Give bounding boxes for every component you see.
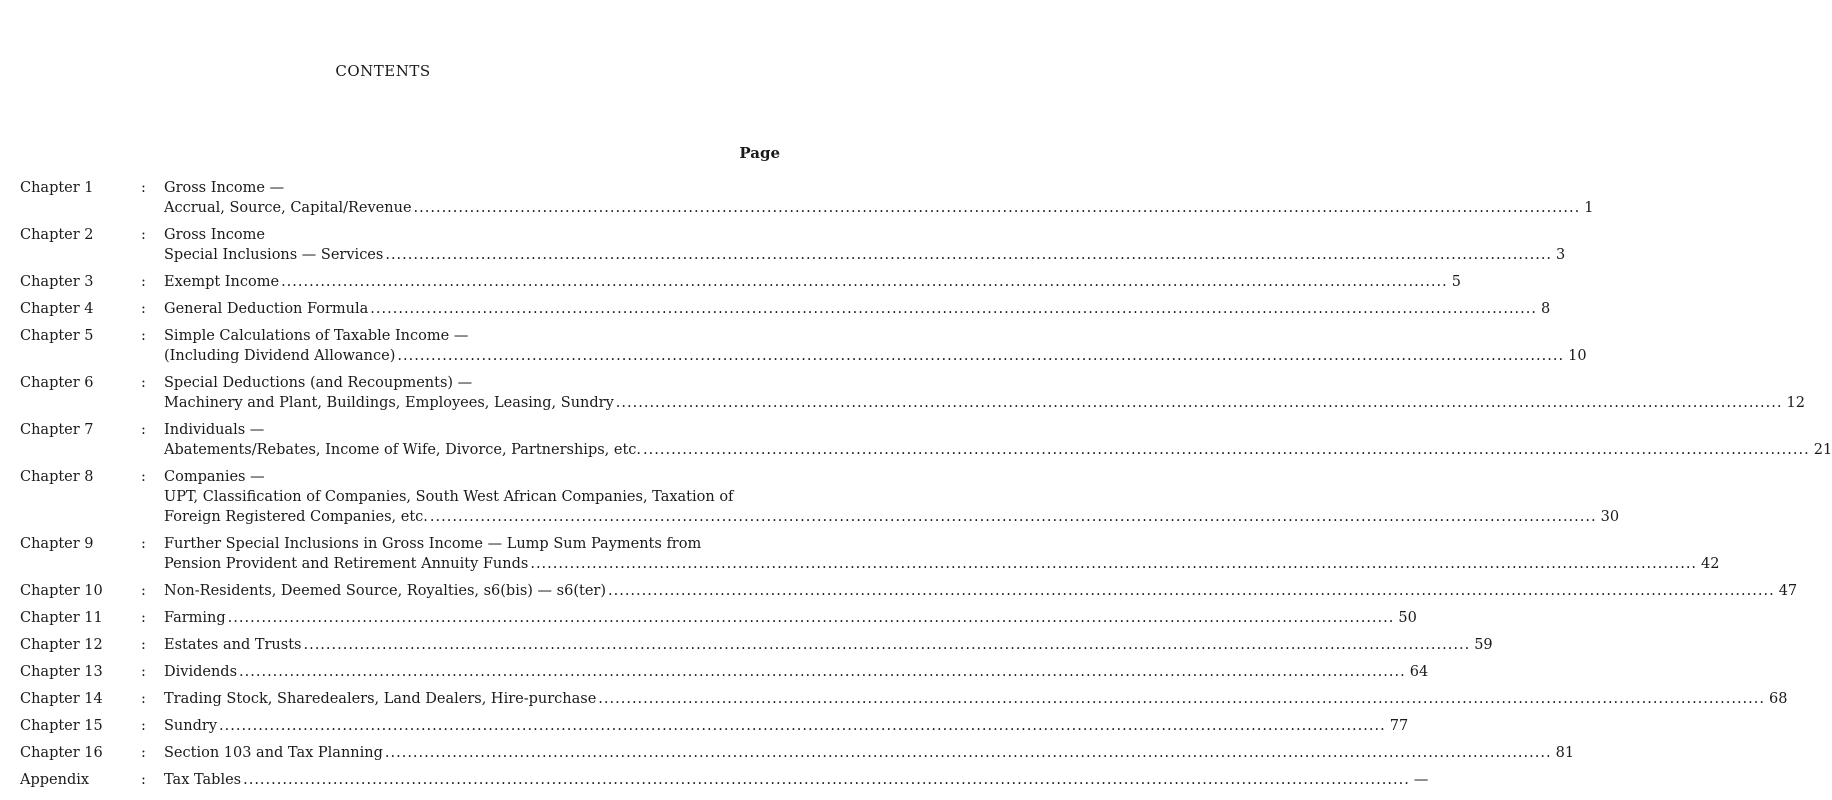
toc-entry-label: Chapter 9 bbox=[20, 536, 94, 552]
toc-entry-colon: : bbox=[141, 422, 146, 438]
page-column-header: Page bbox=[739, 144, 780, 162]
toc-entry-title: Exempt Income bbox=[164, 274, 280, 290]
toc-entry-heading-line: Gross Income bbox=[164, 227, 265, 243]
dot-leader bbox=[303, 635, 1470, 655]
dot-leader bbox=[385, 743, 1552, 763]
toc-entry-final-line bbox=[164, 662, 1428, 682]
toc-entry-title: Sundry bbox=[164, 718, 218, 734]
toc-entry-page-number: 10 bbox=[1568, 348, 1587, 364]
toc-entry-page-number: 64 bbox=[1409, 664, 1429, 680]
toc-entry-body bbox=[164, 716, 1408, 736]
toc-entry-heading-line: Individuals — bbox=[164, 422, 265, 438]
toc-entry-colon: : bbox=[141, 583, 146, 599]
toc-entry-body bbox=[164, 467, 1619, 527]
toc-entry-final-line bbox=[164, 635, 1493, 655]
toc-entry-heading-line: Gross Income — bbox=[164, 180, 285, 196]
toc-entry-label: Chapter 2 bbox=[20, 227, 94, 243]
dot-leader bbox=[430, 507, 1597, 527]
dot-leader bbox=[228, 608, 1395, 628]
toc-entry bbox=[20, 635, 1493, 655]
toc-entry-final-line bbox=[164, 245, 1565, 265]
dot-leader bbox=[243, 770, 1410, 790]
dot-leader bbox=[385, 245, 1552, 265]
toc-entry-title: Accrual, Source, Capital/Revenue bbox=[164, 200, 412, 216]
toc-entry-label: Chapter 7 bbox=[20, 422, 94, 438]
toc-entry-colon: : bbox=[141, 375, 146, 391]
toc-entry-label: Chapter 13 bbox=[20, 664, 103, 680]
toc-entry-body bbox=[164, 689, 1787, 709]
toc-entry-final-line bbox=[164, 299, 1550, 319]
toc-entry-final-line bbox=[164, 716, 1408, 736]
toc-entry-colon: : bbox=[141, 328, 146, 344]
toc-entry-title: Non-Residents, Deemed Source, Royalties, s6(bis) — s6(ter) bbox=[164, 583, 606, 599]
toc-entry-title: Foreign Registered Companies, etc. bbox=[164, 509, 428, 525]
toc-entry-page-number: 8 bbox=[1541, 301, 1551, 317]
toc-entry bbox=[20, 689, 1788, 709]
toc-entry-label: Chapter 3 bbox=[20, 274, 94, 290]
toc-entry-title: Pension Provident and Retirement Annuity Funds bbox=[164, 556, 529, 572]
dot-leader bbox=[616, 393, 1783, 413]
toc-entry-page-number: 5 bbox=[1451, 274, 1461, 290]
toc-entry-title: Abatements/Rebates, Income of Wife, Divorce, Partnerships, etc. bbox=[164, 442, 642, 458]
toc-entry bbox=[20, 225, 1566, 265]
toc-entry bbox=[20, 299, 1551, 319]
toc-entry-colon: : bbox=[141, 469, 146, 485]
toc-entry-final-line bbox=[164, 272, 1461, 292]
toc-entry-colon: : bbox=[141, 691, 146, 707]
toc-entry-colon: : bbox=[141, 180, 146, 196]
toc-entry-page-number: 50 bbox=[1398, 610, 1417, 626]
dot-leader bbox=[598, 689, 1765, 709]
toc-entry-title: (Including Dividend Allowance) bbox=[164, 348, 396, 364]
toc-entry-label: Chapter 15 bbox=[20, 718, 103, 734]
toc-entry-heading-line: Simple Calculations of Taxable Income — bbox=[164, 328, 469, 344]
toc-entry-final-line bbox=[164, 608, 1417, 628]
toc-entry bbox=[20, 534, 1720, 574]
toc-entry-page-number: 81 bbox=[1555, 745, 1575, 761]
toc-entry-heading-line: UPT, Classification of Companies, South West African Companies, Taxation of bbox=[164, 489, 734, 505]
toc-entry bbox=[20, 581, 1798, 601]
toc-entry-body bbox=[164, 420, 1832, 460]
toc-entry bbox=[20, 326, 1587, 366]
toc-entry-final-line bbox=[164, 198, 1593, 218]
toc-entry-page-number: 1 bbox=[1584, 200, 1594, 216]
toc-entry-colon: : bbox=[141, 664, 146, 680]
toc-entry-final-line bbox=[164, 507, 1619, 527]
toc-entry-page-number: 12 bbox=[1786, 395, 1805, 411]
dot-leader bbox=[414, 198, 1581, 218]
toc-entry-colon: : bbox=[141, 274, 146, 290]
toc-entry-page-number: 77 bbox=[1389, 718, 1409, 734]
toc-entry-final-line bbox=[164, 393, 1805, 413]
toc-entry-colon: : bbox=[141, 718, 146, 734]
dot-leader bbox=[530, 554, 1697, 574]
toc-entry-body bbox=[164, 272, 1461, 292]
dot-leader bbox=[281, 272, 1448, 292]
toc-entry bbox=[20, 272, 1461, 292]
toc-entry bbox=[20, 178, 1594, 218]
toc-entry-page-number: 68 bbox=[1769, 691, 1788, 707]
toc-entry bbox=[20, 662, 1429, 682]
toc-entry-body bbox=[164, 326, 1587, 366]
toc-entry-page-number: 30 bbox=[1600, 509, 1620, 525]
toc-entry-title: Special Inclusions — Services bbox=[164, 247, 384, 263]
toc-entry bbox=[20, 743, 1575, 763]
toc-entry-body bbox=[164, 743, 1574, 763]
toc-entry-body bbox=[164, 581, 1797, 601]
toc-entry-colon: : bbox=[141, 745, 146, 761]
toc-entry bbox=[20, 770, 1429, 790]
toc-entry-title: Trading Stock, Sharedealers, Land Dealers, Hire-purchase bbox=[164, 691, 597, 707]
toc-entry-final-line bbox=[164, 346, 1587, 366]
toc-entry-colon: : bbox=[141, 772, 146, 788]
toc-entry-label: Chapter 12 bbox=[20, 637, 103, 653]
toc-entry-label: Chapter 5 bbox=[20, 328, 94, 344]
toc-entry-final-line bbox=[164, 554, 1720, 574]
toc-entry-page-number: 21 bbox=[1813, 442, 1832, 458]
toc-entry-page-number: — bbox=[1413, 772, 1429, 788]
toc-entry-body bbox=[164, 770, 1428, 790]
toc-entry-page-number: 3 bbox=[1556, 247, 1566, 263]
toc-entry-page-number: 59 bbox=[1474, 637, 1493, 653]
toc-entry-final-line bbox=[164, 440, 1832, 460]
toc-entry-body bbox=[164, 373, 1805, 413]
toc-entry-title: Machinery and Plant, Buildings, Employees, Leasing, Sundry bbox=[164, 395, 614, 411]
toc-entry-label: Appendix bbox=[20, 772, 90, 788]
toc-entry-heading-line: Further Special Inclusions in Gross Income — Lump Sum Payments from bbox=[164, 536, 702, 552]
toc-entry-label: Chapter 6 bbox=[20, 375, 94, 391]
toc-entry-colon: : bbox=[141, 301, 146, 317]
toc-entry-label: Chapter 11 bbox=[20, 610, 103, 626]
toc-entry-label: Chapter 10 bbox=[20, 583, 103, 599]
toc-entry-label: Chapter 1 bbox=[20, 180, 94, 196]
toc-entry-title: Tax Tables bbox=[164, 772, 242, 788]
toc-entry-label: Chapter 14 bbox=[20, 691, 103, 707]
toc-entry-heading-line: Special Deductions (and Recoupments) — bbox=[164, 375, 473, 391]
dot-leader bbox=[643, 440, 1810, 460]
toc-entry-final-line bbox=[164, 743, 1574, 763]
toc-entry-colon: : bbox=[141, 227, 146, 243]
toc-entry bbox=[20, 716, 1409, 736]
toc-entry bbox=[20, 467, 1620, 527]
dot-leader bbox=[219, 716, 1386, 736]
toc-entry-body bbox=[164, 225, 1565, 265]
toc-entry-title: Estates and Trusts bbox=[164, 637, 302, 653]
toc-entry-page-number: 47 bbox=[1778, 583, 1798, 599]
toc-entry-body bbox=[164, 662, 1428, 682]
toc-entry-title: General Deduction Formula bbox=[164, 301, 369, 317]
toc-entry-body bbox=[164, 534, 1720, 574]
dot-leader bbox=[608, 581, 1775, 601]
toc-entry-page-number: 42 bbox=[1701, 556, 1720, 572]
dot-leader bbox=[239, 662, 1406, 682]
toc-entry-body bbox=[164, 299, 1550, 319]
dot-leader bbox=[370, 299, 1537, 319]
toc-entry-label: Chapter 4 bbox=[20, 301, 94, 317]
toc-entry bbox=[20, 373, 1805, 413]
toc-entry-body bbox=[164, 178, 1593, 218]
page-title: CONTENTS bbox=[335, 62, 431, 80]
toc-entry-final-line bbox=[164, 689, 1787, 709]
dot-leader bbox=[397, 346, 1564, 366]
toc-entry-heading-line: Companies — bbox=[164, 469, 265, 485]
toc-entry-final-line bbox=[164, 770, 1428, 790]
toc-entry-colon: : bbox=[141, 637, 146, 653]
toc-entry-body bbox=[164, 608, 1417, 628]
toc-entry-colon: : bbox=[141, 610, 146, 626]
toc-entry-label: Chapter 8 bbox=[20, 469, 94, 485]
toc-entry-colon: : bbox=[141, 536, 146, 552]
toc-entry-title: Section 103 and Tax Planning bbox=[164, 745, 383, 761]
toc-entry-title: Farming bbox=[164, 610, 226, 626]
table-of-contents bbox=[20, 178, 1832, 797]
toc-entry-body bbox=[164, 635, 1493, 655]
toc-entry-title: Dividends bbox=[164, 664, 238, 680]
toc-entry bbox=[20, 608, 1417, 628]
toc-entry bbox=[20, 420, 1832, 460]
toc-entry-final-line bbox=[164, 581, 1797, 601]
toc-entry-label: Chapter 16 bbox=[20, 745, 103, 761]
